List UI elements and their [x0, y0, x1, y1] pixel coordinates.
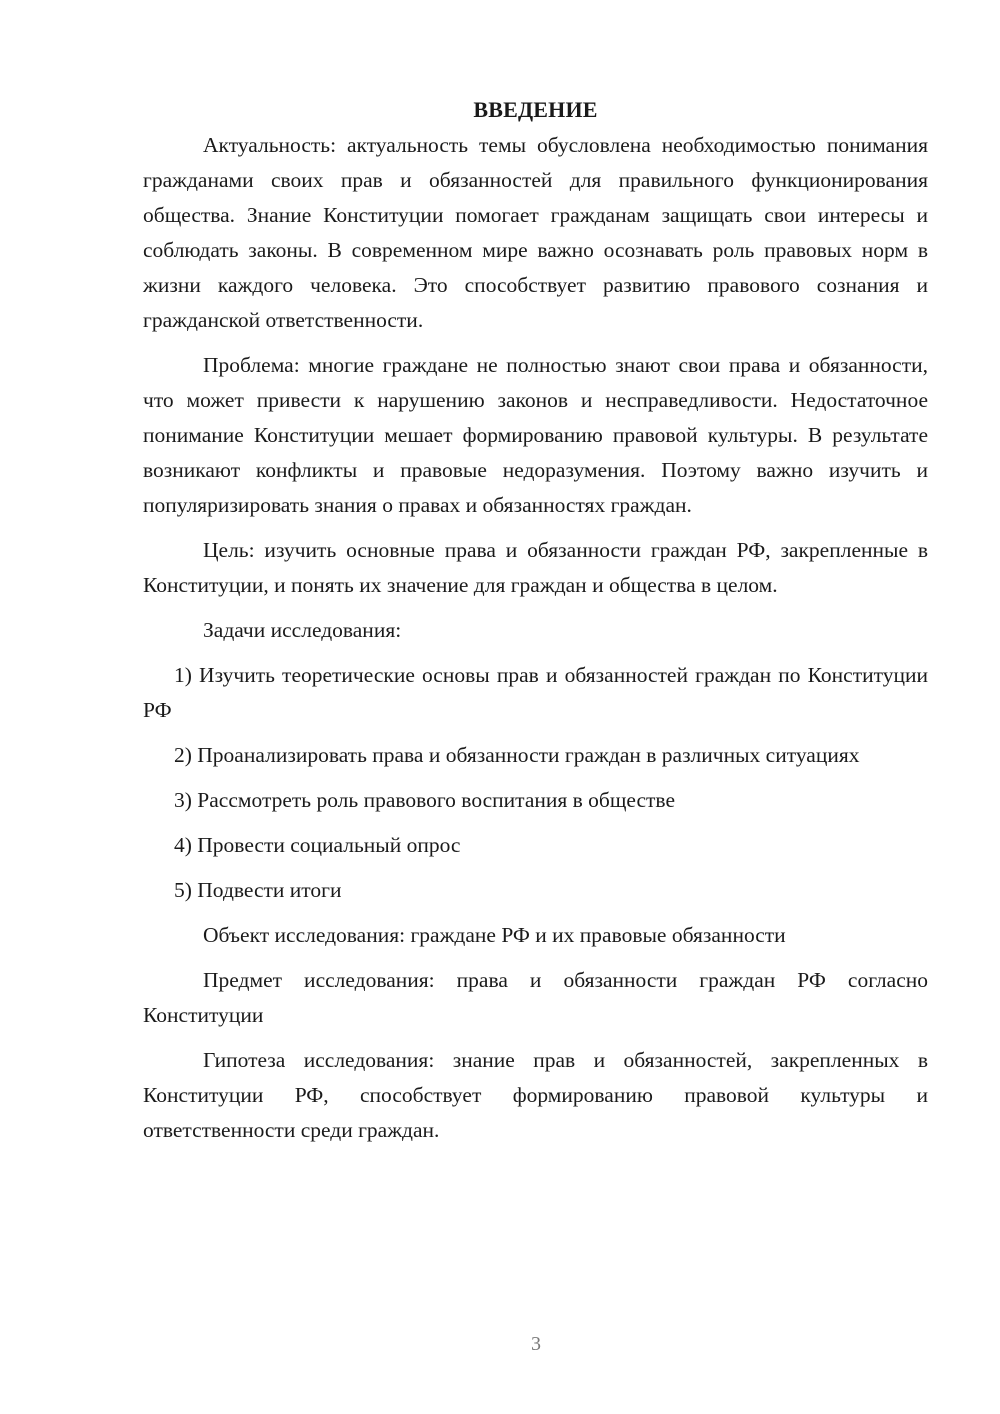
tasks-heading: Задачи исследования:	[203, 618, 402, 642]
task-item: 4) Провести социальный опрос	[174, 833, 461, 857]
subject-paragraph: Предмет исследования: права и обязанности граждан РФ согласно Конституции	[143, 968, 928, 1027]
task-item: 1) Изучить теоретические основы прав и обязанностей граждан по Конституции РФ	[143, 663, 928, 722]
relevance-paragraph: Актуальность: актуальность темы обусловлена необходимостью понимания гражданами своих прав и обязанностей для правильного функционирования общества. Знание Конституции помогает гражданам защищать свои интересы и соблюдать законы. В современном мире важно осознавать роль правовых норм в жизни каждого человека. Это способствует развитию правового сознания и гражданской ответственности.	[143, 133, 928, 332]
tasks-list	[143, 658, 928, 908]
problem-paragraph: Проблема: многие граждане не полностью знают свои права и обязанности, что может привести к нарушению законов и несправедливости. Недостаточное понимание Конституции мешает формированию правовой культуры. В результате возникают конфликты и правовые недоразумения. Поэтому важно изучить и популяризировать знания о правах и обязанностях граждан.	[143, 353, 928, 517]
goal-paragraph: Цель: изучить основные права и обязанности граждан РФ, закрепленные в Конституции, и понять их значение для граждан и общества в целом.	[143, 538, 928, 597]
hypothesis-paragraph: Гипотеза исследования: знание прав и обязанностей, закрепленных в Конституции РФ, способствует формированию правовой культуры и ответственности среди граждан.	[143, 1048, 928, 1142]
task-item: 3) Рассмотреть роль правового воспитания в обществе	[174, 788, 675, 812]
document-page	[143, 94, 928, 1158]
task-item: 2) Проанализировать права и обязанности граждан в различных ситуациях	[174, 743, 860, 767]
task-item: 5) Подвести итоги	[174, 878, 342, 902]
page-title: ВВЕДЕНИЕ	[473, 97, 598, 122]
page-number: 3	[531, 1333, 541, 1355]
object-paragraph: Объект исследования: граждане РФ и их правовые обязанности	[203, 923, 786, 947]
